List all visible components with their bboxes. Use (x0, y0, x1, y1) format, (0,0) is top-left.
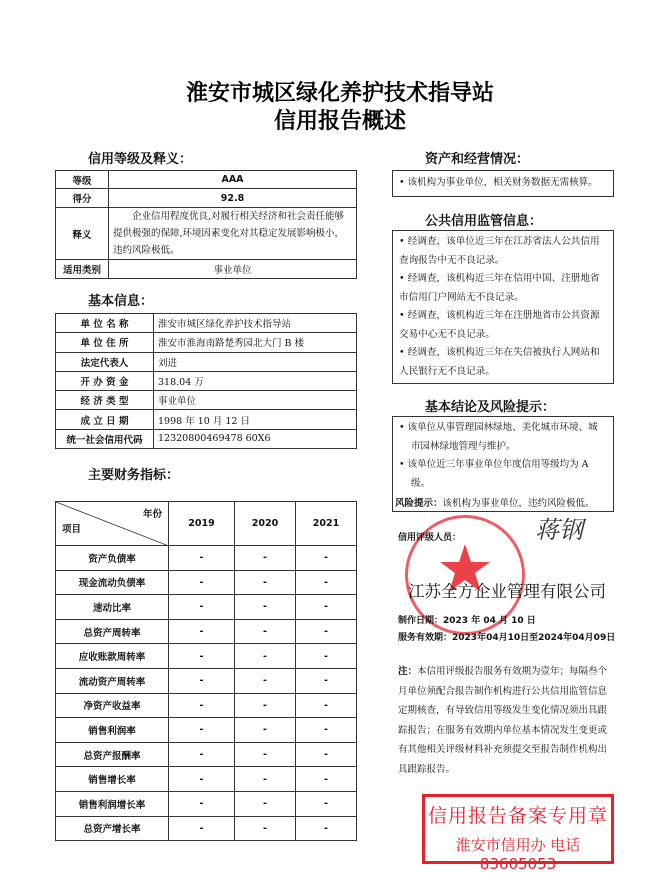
basic-info-value: 12320800469478 60X6 (154, 429, 357, 448)
category-value: 事业单位 (109, 260, 357, 279)
finance-row (56, 644, 357, 669)
corner-cell (56, 502, 169, 546)
finance-item-name: 总资产增长率 (56, 816, 169, 841)
finance-value: - (169, 668, 235, 693)
finance-row (56, 595, 357, 620)
basic-info-row (56, 391, 357, 410)
finance-value: - (169, 693, 235, 718)
finance-value: - (169, 644, 235, 669)
finance-value: - (169, 742, 235, 767)
conclusion-heading: 基本结论及风险提示： (425, 400, 556, 415)
supervision-item: • 经调查，该单位近三年在江苏省法人公共信用查询报告中无不良记录。 (399, 236, 600, 266)
supervision-item: • 经调查，该机构近三年在失信被执行人网站和人民银行无不良记录。 (399, 347, 600, 377)
assets-box (392, 170, 614, 197)
category-label: 适用类别 (56, 260, 109, 279)
finance-value: - (169, 816, 235, 841)
finance-row (56, 718, 357, 743)
finance-value: - (169, 570, 235, 595)
basic-info-value: 1998 年 10 月 12 日 (154, 410, 357, 429)
basic-info-value: 淮安市城区绿化养护技术指导站 (154, 314, 357, 333)
note: 注：本信用评级报告服务有效期为壹年；每隔叁个月单位须配合报告制作机构进行公共信用监管信息定期核查，有导致信用等级发生变化情况须出具跟踪报告；在服务有效期内单位基本情况发生变更或有其他相关评级材料补充须提交至报告制作机构出具跟踪报告。 (398, 666, 608, 775)
finance-item-name: 流动资产周转率 (56, 668, 169, 693)
finance-row (56, 619, 357, 644)
basic-heading: 基本信息： (88, 294, 154, 309)
basic-info-label: 单 位 住 所 (56, 333, 154, 352)
finance-item-name: 速动比率 (56, 595, 169, 620)
basic-info-table (55, 313, 357, 449)
basic-info-row (56, 410, 357, 429)
record-stamp-phone: 淮安市信用办 电话83605053 (455, 836, 581, 873)
finance-row (56, 791, 357, 816)
basic-info-value: 318.04 万 (154, 371, 357, 390)
corner-item-label: 项目 (62, 524, 82, 535)
finance-item-name: 应收账款周转率 (56, 644, 169, 669)
finance-table (55, 501, 357, 841)
finance-value: - (296, 570, 357, 595)
basic-info-row (56, 314, 357, 333)
finance-item-name: 销售利润增长率 (56, 791, 169, 816)
finance-value: - (296, 546, 357, 571)
definition-value: 企业信用程度优良,对履行相关经济和社会责任能够提供极强的保障,环境因素变化对其稳定发展影响极小，违约风险极低。 (109, 208, 357, 260)
basic-info-value: 淮安市淮海南路楚秀园北大门 B 楼 (154, 333, 357, 352)
raters-label: 信用评级人员： (398, 533, 462, 543)
finance-row (56, 693, 357, 718)
grade-label: 等级 (56, 171, 109, 189)
basic-info-value: 事业单位 (154, 391, 357, 410)
finance-value: - (235, 595, 296, 620)
score-value: 92.8 (109, 189, 357, 208)
basic-info-row (56, 429, 357, 448)
finance-value: - (296, 767, 357, 792)
finance-value: - (296, 595, 357, 620)
finance-value: - (235, 570, 296, 595)
finance-value: - (296, 693, 357, 718)
year-header: 2019 (169, 502, 235, 546)
finance-row (56, 546, 357, 571)
finance-value: - (296, 791, 357, 816)
finance-row (56, 668, 357, 693)
finance-row (56, 816, 357, 841)
conclusion-box (392, 416, 614, 512)
basic-info-label: 经 济 类 型 (56, 391, 154, 410)
finance-row (56, 570, 357, 595)
finance-row (56, 767, 357, 792)
validity-line: 服务有效期：2023年04月10日至2024年04月09日 (398, 633, 616, 643)
grade-value: AAA (109, 171, 357, 189)
finance-value: - (235, 718, 296, 743)
report-title: 淮安市城区绿化养护技术指导站 (185, 81, 494, 106)
supervision-item: • 经调查，该机构近三年在信用中国、注册地省市信用门户网站无不良记录。 (399, 273, 600, 303)
finance-value: - (235, 742, 296, 767)
basic-info-value: 刘进 (154, 352, 357, 371)
basic-info-row (56, 371, 357, 390)
finance-row (56, 742, 357, 767)
supervision-item: • 经调查，该机构近三年在注册地省市公共资源交易中心无不良记录。 (399, 310, 600, 340)
date-line: 制作日期：2023 年 04 月 10 日 (398, 616, 536, 626)
basic-info-row (56, 333, 357, 352)
risk-line: 风险提示：该机构为事业单位，违约风险极低。 (395, 498, 595, 509)
basic-info-label: 统一社会信用代码 (56, 429, 154, 448)
supervision-box (392, 230, 614, 384)
assets-heading: 资产和经营情况： (425, 152, 530, 167)
finance-value: - (296, 742, 357, 767)
corner-year-label: 年份 (142, 509, 162, 520)
basic-info-label: 成 立 日 期 (56, 410, 154, 429)
record-stamp-title: 信用报告备案专用章 (427, 805, 608, 827)
finance-item-name: 净资产收益率 (56, 693, 169, 718)
signature: 蒋钢 (535, 516, 583, 544)
supervision-heading: 公共信用监管信息： (425, 214, 543, 229)
finance-value: - (296, 718, 357, 743)
score-label: 得分 (56, 189, 109, 208)
finance-value: - (296, 816, 357, 841)
record-stamp (422, 794, 614, 873)
basic-info-label: 开 办 资 金 (56, 371, 154, 390)
finance-value: - (169, 546, 235, 571)
finance-value: - (235, 693, 296, 718)
finance-value: - (169, 767, 235, 792)
year-header: 2021 (296, 502, 357, 546)
company-name: 江苏全方企业管理有限公司 (408, 582, 606, 601)
conclusion-item: • 该单位从事管理园林绿地、美化城市环境、城市园林绿地管理与维护。 (399, 422, 598, 452)
finance-item-name: 资产负债率 (56, 546, 169, 571)
finance-value: - (169, 791, 235, 816)
finance-item-name: 总资产报酬率 (56, 742, 169, 767)
basic-info-row (56, 352, 357, 371)
finance-value: - (296, 668, 357, 693)
finance-value: - (235, 767, 296, 792)
finance-value: - (235, 546, 296, 571)
finance-value: - (296, 619, 357, 644)
finance-value: - (296, 644, 357, 669)
finance-item-name: 总资产周转率 (56, 619, 169, 644)
finance-value: - (235, 791, 296, 816)
finance-item-name: 销售利润率 (56, 718, 169, 743)
credit-table (55, 170, 357, 279)
credit-heading: 信用等级及释义： (88, 152, 193, 167)
finance-item-name: 销售增长率 (56, 767, 169, 792)
finance-value: - (235, 644, 296, 669)
finance-value: - (235, 619, 296, 644)
finance-value: - (169, 619, 235, 644)
finance-item-name: 现金流动负债率 (56, 570, 169, 595)
report-subtitle: 信用报告概述 (273, 109, 406, 134)
basic-info-label: 单 位 名 称 (56, 314, 154, 333)
finance-value: - (169, 595, 235, 620)
finance-value: - (169, 718, 235, 743)
finance-heading: 主要财务指标： (88, 468, 180, 483)
assets-item: • 该机构为事业单位，相关财务数据无需核算。 (399, 177, 598, 188)
year-header: 2020 (235, 502, 296, 546)
conclusion-item: • 该单位近三年事业单位年度信用等级均为 A 级。 (399, 459, 589, 489)
definition-label: 释义 (56, 208, 109, 260)
basic-info-label: 法定代表人 (56, 352, 154, 371)
finance-value: - (235, 816, 296, 841)
finance-value: - (235, 668, 296, 693)
